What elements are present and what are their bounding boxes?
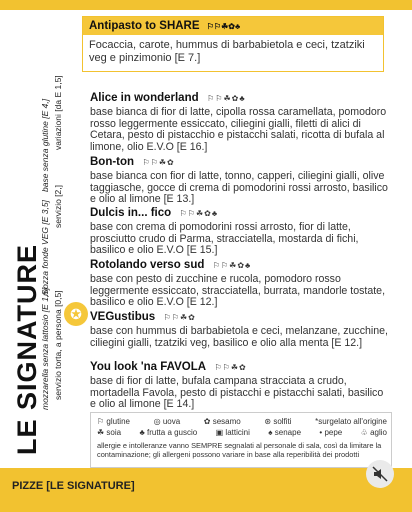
antipasto-title: Antipasto to SHARE	[89, 20, 200, 32]
item-description: base di fior di latte, bufala campana stracciata a crudo, mortadella Favola, pesto di pistacchi e pistacchi salati, basilico e olio al limone [E 14.]	[90, 375, 384, 411]
menu-item	[90, 203, 390, 257]
chef-icon: ✪	[64, 302, 88, 326]
item-name: Dulcis in... fico	[90, 207, 172, 219]
legend-senape: ♠ senape	[268, 428, 302, 437]
item-description: base bianca con fior di latte, tonno, capperi, ciliegini gialli, olive taggiasche, gocce di crema di pomodorini rossi arrosto, basilico e olio al limone [E 13.]	[90, 170, 388, 206]
legend-solfiti: ⊛ solfiti	[264, 417, 292, 426]
section-title: LE SIGNATURE	[12, 243, 42, 455]
legend-sesamo: ✿ sesamo	[203, 417, 241, 426]
top-accent-bar	[0, 0, 412, 10]
allergen-icons: ⚐⚐☘✿	[214, 363, 247, 372]
item-name: Rotolando verso sud	[90, 259, 205, 271]
item-description: base con pesto di zucchine e rucola, pomodoro rosso leggermente essiccato, stracciatella, burrata, mandorle tostate, basilico e olio E.V.O [E 12.]	[90, 273, 386, 309]
note-glutine: base senza glutine [E 4,]	[40, 98, 50, 192]
allergen-icons: ⚐⚐☘✿	[163, 313, 196, 322]
note-mozza-fonde: mozza fonde VEG [E 3,5]	[40, 200, 50, 296]
menu-item	[90, 88, 390, 153]
note-servizio: servizio [2,]	[53, 185, 63, 228]
speaker-muted-icon	[372, 466, 388, 482]
item-name: VEGustibus	[90, 311, 156, 323]
mute-button[interactable]	[366, 460, 394, 488]
item-description: base con hummus di barbabietola e ceci, melanzane, zucchine, ciliegini gialli, tzatziki veg, basilico e olio alla menta [E 12.]	[90, 325, 388, 349]
antipasto-description: Focaccia, carote, hummus di barbabietola e ceci, tzatziki veg e pinzimonio [E 7.]	[89, 39, 365, 64]
note-servizio-torta: servizio torta, a persona [0,5]	[53, 290, 63, 400]
legend-note: allergie e intolleranze vanno SEMPRE segnalati al personale di sala, così da limitare la contaminazione; gli allergeni possono variare in base alla reperibilità dei prodotti	[97, 441, 382, 459]
item-description: base bianca di fior di latte, cipolla rossa caramellata, pomodoro rosso leggermente essiccato, ciliegini gialli, filetti di alici di Cetara, pesto di pistacchio e pistacchi salati, ricotta di bufala al limone, olio E.V.O [E 16.]	[90, 106, 387, 153]
legend-soia: ☘ soia	[97, 428, 122, 437]
antipasto-header	[83, 17, 383, 35]
menu-item	[90, 255, 390, 309]
item-name: You look 'na FAVOLA	[90, 361, 207, 373]
menu-item	[90, 307, 390, 349]
menu-item	[90, 152, 390, 206]
allergen-icons: ⚐⚐☘✿♣	[207, 94, 246, 103]
legend-frutta: ♣ frutta a guscio	[139, 428, 198, 437]
allergen-legend	[90, 412, 392, 468]
note-mozzarella: mozzarella senza lattosio [E 1,5]	[40, 287, 50, 410]
legend-glutine: ⚐ glutine	[97, 417, 130, 426]
item-name: Alice in wonderland	[90, 92, 199, 104]
antipasto-box	[82, 16, 384, 72]
allergen-icons: ⚐⚐☘✿♣	[179, 209, 219, 218]
item-name: Bon-ton	[90, 156, 135, 168]
legend-latticini: ▣ latticini	[215, 428, 250, 437]
legend-uova: ◎ uova	[153, 417, 181, 426]
allergen-icons: ⚐⚐☘✿♣	[206, 22, 241, 31]
legend-aglio: ♧ aglio	[360, 428, 387, 437]
note-variazioni: variazioni [da E 1,5]	[53, 75, 63, 150]
menu-item	[90, 357, 390, 411]
legend-pepe: • pepe	[319, 428, 343, 437]
item-description: base con crema di pomodorini rossi arrosto, fior di latte, prosciutto crudo di Parma, stracciatella, mostarda di fichi, basilico e olio E.V.O [E 15.]	[90, 221, 359, 257]
allergen-icons: ⚐⚐☘✿♣	[212, 261, 252, 270]
legend-surgelato: *surgelato all'origine	[315, 417, 387, 426]
footer-bar	[0, 468, 412, 512]
allergen-icons: ⚐⚐☘✿	[142, 158, 175, 167]
footer-label: PIZZE [LE SIGNATURE]	[12, 480, 135, 492]
